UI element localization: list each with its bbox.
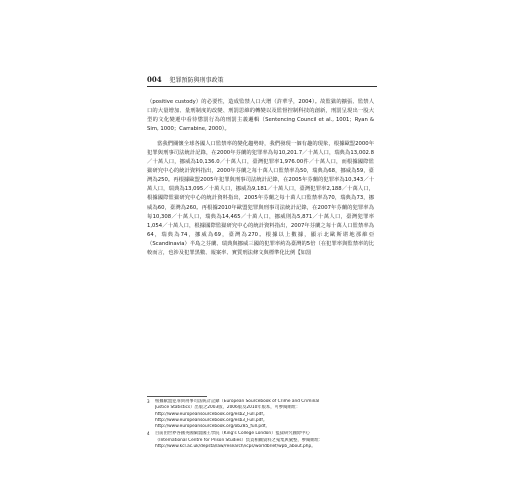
- footnote-link[interactable]: http://www.europeansourcebook.org/ob285_full.pdf。: [155, 424, 270, 430]
- footnote-line: 目前由世界各國英國倫敦國王學院（King's College London）監獄研究國際中心: [155, 431, 310, 437]
- body-text: [147, 98, 374, 258]
- footnote: [147, 399, 374, 430]
- footnote-line: Justice Statistics）出版之2003版、2006版及2010年版本，可參閱網址：: [155, 405, 301, 411]
- footnote-number: 4: [147, 431, 150, 437]
- footnote-link[interactable]: http://www.kcl.ac.uk/depsta/law/research/icps/worldbrief/wpb_about.php。: [155, 444, 316, 450]
- paragraph: 當我們關懷全球各國人口監禁率的變化趨勢時，我們發現一個有趣的現象，根據歐盟2000年犯罪與刑事司法統計記錄，在2000年芬蘭的犯罪率為每10,201.7／十萬人口，瑞典為13,002.8／十萬人口，挪威為10,136.0／十萬人口，臺灣犯罪率1,976.00件／十萬人口，而根據國際監獄研究中心的統計資料指出，2000年芬蘭之每十萬人口監禁率為50，瑞典為68，挪威為59，臺灣為250。再根據歐盟2005年犯罪與刑事司法統計記錄，在2005年芬蘭的犯罪率為10,343／十萬人口，瑞典為13,095／十萬人口，挪威為9,181／十萬人口，臺灣犯罪率2,188／十萬人口，根據國際監獄研究中心的統計資料指出，2005年芬蘭之每十萬人口監禁率為70，瑞典為73，挪威為60，臺灣為260。再根據2010年歐盟犯罪與刑事司法統計記錄，在2007年芬蘭的犯罪率為每10,308／十萬人口，瑞典為14,465／十萬人口，挪威則為5,871／十萬人口，臺灣犯罪率1,054／十萬人口，根據國際監獄研究中心的統計資料指出，2007年芬蘭之每十萬人口監禁率為64，瑞典為74，挪威為69，臺灣為270。根據以上數據，顯示北歐斯堪地那維亞（Scandinavia）半島之芬蘭、瑞典與挪威三國的犯罪率約為臺灣的5倍（在犯罪率與監禁率的比較而言，也涉及犯罪黑數、報案率、實質刑法條文與標準化比例【如罰: [147, 141, 374, 256]
- header-rule: [147, 86, 377, 87]
- footnote-rule: [147, 396, 207, 397]
- footnote-text: [155, 399, 374, 430]
- footnote-link[interactable]: http://www.europeansourcebook.org/esb3_Full.pdf。: [155, 417, 268, 423]
- paragraph: （positive custody）的必要性，造成監禁人口大增（許華孚，2004）。故監獄的擴張、監禁人口的大量增加、量刑制度的改變、刑罰思維的轉變以及監督控制科技的創新，刑罰呈現出一股大型的文化變遷中看待懲罰行為的刑罰主義邏輯（Sentencing Council et al., 1001；Ryan & Sim, 1000；Carrabine, 2000）。: [147, 99, 374, 133]
- footnote-number: 3: [147, 399, 150, 404]
- footnote-link[interactable]: http://www.europeansourcebook.org/esb2_Full.pdf。: [155, 411, 268, 417]
- footnote: [147, 431, 374, 450]
- page-number: 004: [147, 75, 162, 84]
- footnote-line: 根據歐盟犯罪與刑事司法統計記錄（European Sourcebook of Crime and Criminal: [155, 399, 320, 404]
- running-header: [147, 76, 387, 85]
- footnotes: [147, 399, 374, 451]
- footnote-text: [155, 431, 374, 450]
- footnote-line: （International Centre for Prison Studies）負責相關資料之蒐集與彙整，參閱網址：: [155, 437, 324, 443]
- running-title: 犯罪預防與刑事政策: [169, 77, 224, 84]
